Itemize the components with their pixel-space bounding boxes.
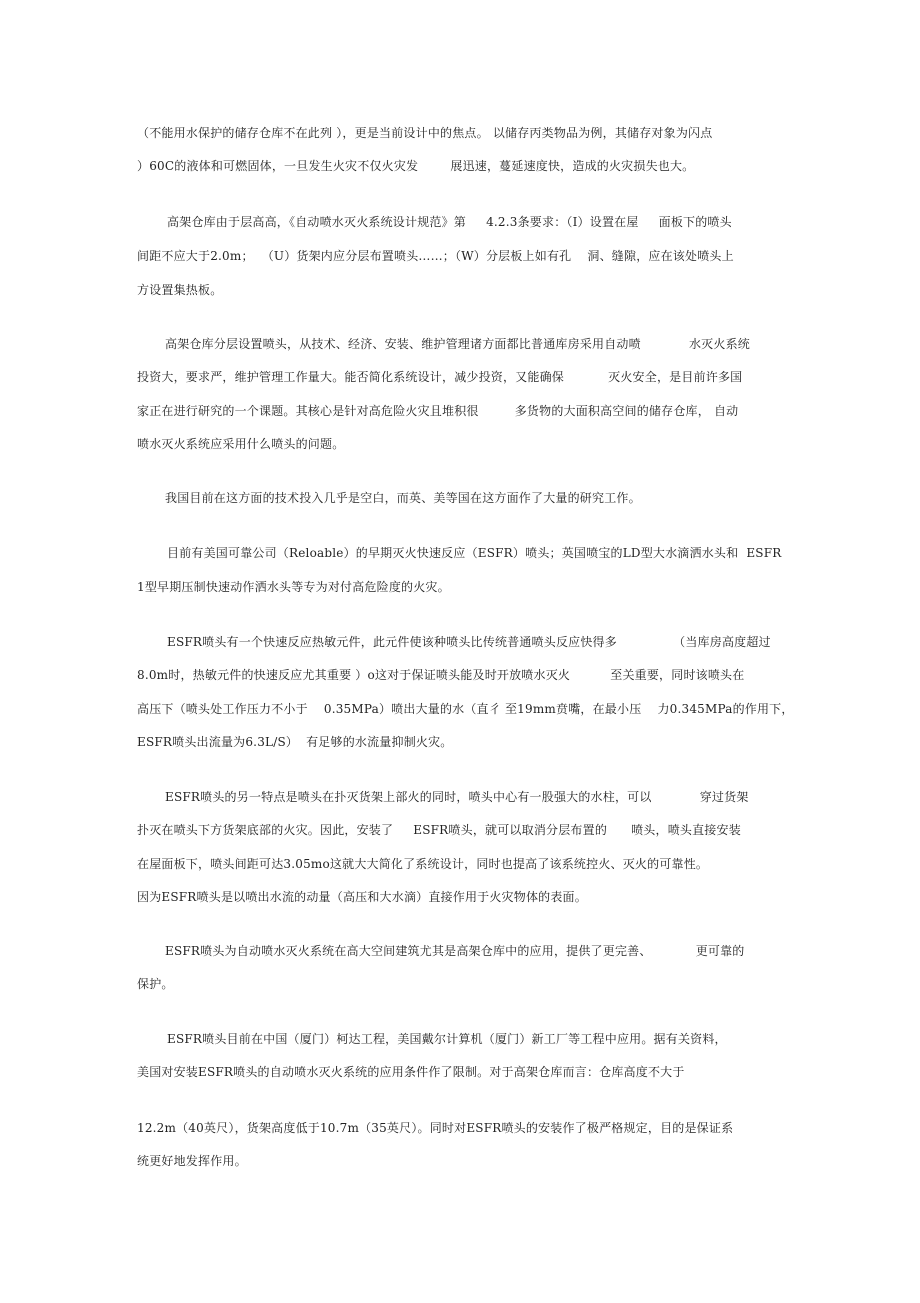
text-line: 间距不应大于2.0m； （U）货架内应分层布置喷头……；（W）分层板上如有孔 洞、缝隙，应在该处喷头上 xyxy=(137,249,734,263)
text-line: 8.0m时，热敏元件的快速反应尤其重要 ）o这对于保证喷头能及时开放喷水灭火 至关重要，同时该喷头在 xyxy=(137,668,745,682)
text-line: ESFR喷头出流量为6.3L/S） 有足够的水流量抑制火灾。 xyxy=(137,735,453,749)
text-line: 扑灭在喷头下方货架底部的火灾。因此，安装了 ESFR喷头，就可以取消分层布置的 喷头，喷头直接安装 xyxy=(137,823,741,837)
text-line: 家正在进行研究的一个课题。其核心是针对高危险火灾且堆积很 多货物的大面积高空间的储存仓库， 自动 xyxy=(137,404,739,418)
text-line: ESFR喷头的另一特点是喷头在扑灭货架上部火的同时，喷头中心有一股强大的水柱，可以 穿过货架 xyxy=(165,790,749,804)
text-line: 因为ESFR喷头是以喷出水流的动量（高压和大水滴）直接作用于火灾物体的表面。 xyxy=(137,890,587,904)
text-line: ）60C的液体和可燃固体，一旦发生火灾不仅火灾发 展迅速，蔓延速度快，造成的火灾损失也大。 xyxy=(137,159,695,173)
text-line: 目前有美国可靠公司（Reloable）的早期灭火快速反应（ESFR）喷头；英国喷宝的LD型大水滴洒水头和 ESFR xyxy=(167,546,782,560)
text-line: 喷水灭火系统应采用什么喷头的问题。 xyxy=(137,437,345,451)
text-line: 高架仓库分层设置喷头，从技术、经济、安装、维护管理诸方面都比普通库房采用自动喷 水灭火系统 xyxy=(165,337,750,351)
text-line: ESFR喷头有一个快速反应热敏元件，此元件使该种喷头比传统普通喷头反应快得多 （当库房高度超过 xyxy=(167,635,771,649)
text-line: 统更好地发挥作用。 xyxy=(137,1154,247,1168)
text-line: 高压下（喷头处工作压力不小于 0.35MPa）喷出大量的水（直彳 至19mm贲嘴，在最小压 力0.345MPa的作用下， xyxy=(137,702,794,716)
text-line: 保护。 xyxy=(137,977,174,991)
text-line: ESFR喷头目前在中国（厦门）柯达工程，美国戴尔计算机（厦门）新工厂等工程中应用。据有关资料， xyxy=(167,1032,727,1046)
text-line: 在屋面板下，喷头间距可达3.05mo这就大大简化了系统设计，同时也提高了该系统控火、灭火的可靠性。 xyxy=(137,857,709,871)
text-line: ESFR喷头为自动喷水灭火系统在高大空间建筑尤其是高架仓库中的应用，提供了更完善、 更可靠的 xyxy=(165,944,745,958)
text-line: 12.2m（40英尺），货架高度低于10.7m（35英尺）。同时对ESFR喷头的安装作了极严格规定，目的是保证系 xyxy=(137,1121,734,1135)
text-line: 方设置集热板。 xyxy=(137,283,223,297)
text-line: 我国目前在这方面的技术投入几乎是空白，而英、美等国在这方面作了大量的研究工作。 xyxy=(165,491,641,505)
text-line: 投资大，要求严，维护管理工作量大。能否简化系统设计，减少投资，又能确保 灭火安全，是目前许多国 xyxy=(137,370,743,384)
text-line: （不能用水保护的储存仓库不在此列 ），更是当前设计中的焦点。 以储存丙类物品为例，其储存对象为闪点 xyxy=(137,126,713,140)
text-line: 高架仓库由于层高高，《自动喷水灭火系统设计规范》第 4.2.3条要求：（I）设置在屋 面板下的喷头 xyxy=(167,215,732,229)
text-line: 1型早期压制快速动作洒水头等专为对付高危险度的火灾。 xyxy=(137,580,450,594)
text-line: 美国对安装ESFR喷头的自动喷水灭火系统的应用条件作了限制。对于高架仓库而言：仓库高度不大于 xyxy=(137,1065,685,1079)
